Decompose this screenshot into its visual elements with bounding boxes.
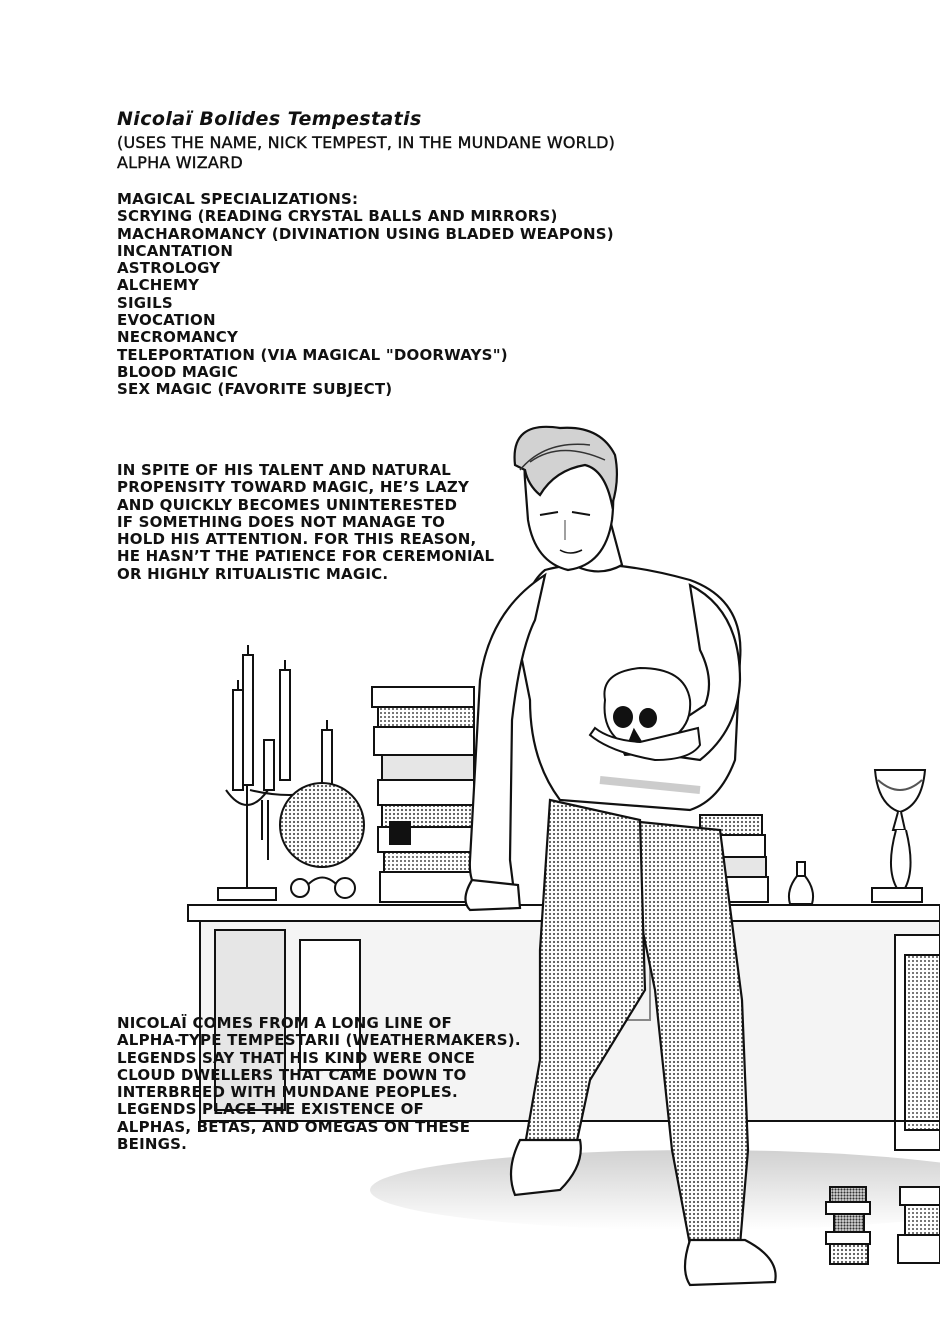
bio-line: INTERBREED WITH MUNDANE PEOPLES. xyxy=(117,1083,458,1102)
bio-line: HOLD HIS ATTENTION. FOR THIS REASON, xyxy=(117,530,477,549)
bio-line: ALPHA-TYPE TEMPESTARII (WEATHERMAKERS). xyxy=(117,1031,521,1050)
bio-line: AND QUICKLY BECOMES UNINTERESTED xyxy=(117,495,458,514)
specialization-item: SCRYING (READING CRYSTAL BALLS AND MIRRORS) xyxy=(117,207,558,226)
bio-line: LEGENDS PLACE THE EXISTENCE OF xyxy=(117,1100,424,1119)
character-header xyxy=(117,133,615,173)
bio-line: HE HASN’T THE PATIENCE FOR CEREMONIAL xyxy=(117,547,495,566)
specialization-item: ALCHEMY xyxy=(117,276,200,295)
specializations-list xyxy=(117,191,614,399)
bio-line: IF SOMETHING DOES NOT MANAGE TO xyxy=(117,512,446,531)
character-rank: ALPHA WIZARD xyxy=(117,153,243,172)
potion-bottle xyxy=(789,862,813,904)
goblet xyxy=(872,770,925,902)
bio-line: ALPHAS, BETAS, AND OMEGAS ON THESE xyxy=(117,1117,471,1136)
specialization-item: TELEPORTATION (VIA MAGICAL "DOORWAYS") xyxy=(117,345,508,364)
bio-line: NICOLAÏ COMES FROM A LONG LINE OF xyxy=(117,1014,452,1032)
specialization-item: INCANTATION xyxy=(117,241,234,260)
specialization-item: SIGILS xyxy=(117,293,173,312)
character-alias: (USES THE NAME, NICK TEMPEST, IN THE MUNDANE WORLD) xyxy=(117,133,616,152)
bio-line: PROPENSITY TOWARD MAGIC, HE’S LAZY xyxy=(117,478,470,497)
bio-line: BEINGS. xyxy=(117,1135,188,1154)
crystal-ball xyxy=(280,783,364,898)
specializations-heading: MAGICAL SPECIALIZATIONS: xyxy=(117,190,359,208)
bio-line: IN SPITE OF HIS TALENT AND NATURAL xyxy=(117,461,452,479)
specialization-item: ASTROLOGY xyxy=(117,259,221,278)
specialization-item: MACHAROMANCY (DIVINATION USING BLADED WEAPONS) xyxy=(117,224,614,243)
specialization-item: BLOOD MAGIC xyxy=(117,362,239,381)
character-name: Nicolaï Bolides Tempestatis xyxy=(117,108,422,130)
bio-line: LEGENDS SAY THAT HIS KIND WERE ONCE xyxy=(117,1048,476,1067)
specialization-item: EVOCATION xyxy=(117,311,216,330)
personality-paragraph xyxy=(117,462,497,583)
bio-line: CLOUD DWELLERS THAT CAME DOWN TO xyxy=(117,1065,467,1084)
book-stack xyxy=(372,687,474,902)
specialization-item: SEX MAGIC (FAVORITE SUBJECT) xyxy=(117,380,393,399)
lineage-paragraph xyxy=(117,1014,521,1154)
bio-line: OR HIGHLY RITUALISTIC MAGIC. xyxy=(117,564,389,583)
specialization-item: NECROMANCY xyxy=(117,328,239,347)
